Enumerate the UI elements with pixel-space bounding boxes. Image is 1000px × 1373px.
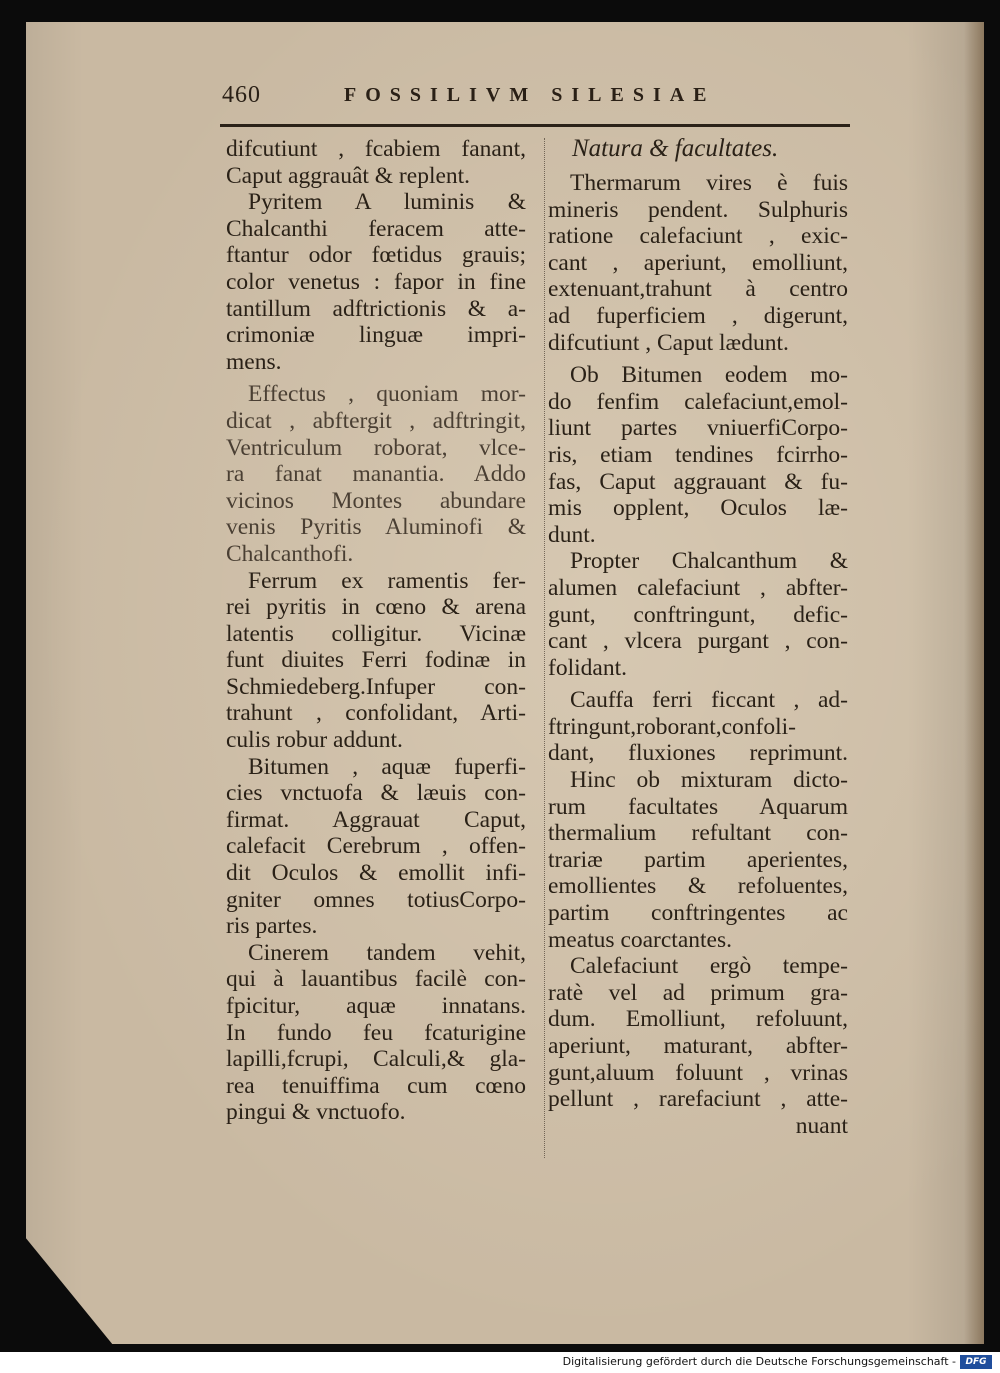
text-line: mis opplent, Oculos læ-	[548, 495, 848, 522]
text-line: Hinc ob mixturam dicto-	[570, 767, 848, 794]
text-line: latentis colligitur. Vicinæ	[226, 620, 526, 647]
text-line: Effectus , quoniam mor-	[248, 381, 526, 408]
text-line: venis Pyritis Aluminofi &	[226, 514, 526, 541]
text-line: dum. Emolliunt, refoluunt,	[548, 1006, 848, 1033]
text-line: rei pyritis in cœno & arena	[226, 594, 526, 621]
text-line: Calefaciunt ergò tempe-	[570, 953, 848, 980]
text-line: dit Oculos & emollit infi-	[226, 860, 526, 887]
page-number: 460	[222, 82, 261, 108]
text-line: Bitumen , aquæ fuperfi-	[248, 753, 526, 780]
text-line: In fundo feu fcaturigine	[226, 1019, 526, 1046]
page-edge-shadow	[964, 22, 984, 1344]
text-line: rea tenuiffima cum cœno	[226, 1072, 526, 1099]
text-line: Thermarum vires è fuis	[570, 170, 848, 196]
text-line: Cauffa ferri ficcant , ad-	[570, 687, 848, 714]
text-line: do fenfim calefaciunt,emol-	[548, 388, 848, 415]
left-column	[226, 136, 526, 1126]
funding-credit: Digitalisierung gefördert durch die Deutsche Forschungsgemeinschaft -	[562, 1355, 956, 1368]
text-line: gniter omnes totiusCorpo-	[226, 886, 526, 913]
text-line: partim conftringentes ac	[548, 900, 848, 927]
text-line: Ferrum ex ramentis fer-	[248, 567, 526, 594]
text-line: Ob Bitumen eodem mo-	[570, 362, 848, 389]
text-line: funt diuites Ferri fodinæ in	[226, 647, 526, 674]
text-line: mineris pendent. Sulphuris	[548, 196, 848, 223]
text-line: culis robur addunt.	[226, 727, 403, 754]
text-line: firmat. Aggrauat Caput,	[226, 806, 526, 833]
text-line: liunt partes vniuerfiCorpo-	[548, 415, 848, 442]
text-line: mens.	[226, 348, 282, 375]
text-line: cant , vlcera purgant , con-	[548, 628, 848, 655]
text-line: extenuant,trahunt à centro	[548, 276, 848, 303]
text-line: Cinerem tandem vehit,	[248, 939, 526, 966]
text-line: folidant.	[548, 654, 627, 681]
text-line: gunt,aluum foluunt , vrinas	[548, 1059, 848, 1086]
text-line: Propter Chalcanthum &	[570, 548, 848, 575]
text-line: pingui & vnctuofo.	[226, 1099, 406, 1126]
text-line: ratione calefaciunt , exic-	[548, 223, 848, 250]
text-line: dunt.	[548, 521, 596, 548]
text-line: emollientes & refoluentes,	[548, 873, 848, 900]
header-rule	[220, 124, 850, 127]
text-line: gunt, conftringunt, defic-	[548, 601, 848, 628]
text-line: Chalcanthofi.	[226, 540, 354, 567]
text-line: ris partes.	[226, 913, 318, 940]
text-line: rum facultates Aquarum	[548, 793, 848, 820]
text-line: dant, fluxiones reprimunt.	[548, 740, 848, 767]
text-line: ftringunt,roborant,confoli-	[548, 713, 796, 740]
text-line: cant , aperiunt, emolliunt,	[548, 249, 848, 276]
text-line: ftantur odor fœtidus grauis;	[226, 242, 526, 269]
text-line: dicat , abftergit , adftringit,	[226, 407, 526, 434]
footer-bar	[0, 1352, 1000, 1373]
text-line: crimoniæ linguæ impri-	[226, 322, 526, 349]
text-line: Ventriculum roborat, vlce-	[226, 434, 526, 461]
text-line: qui à lauantibus facilè con-	[226, 966, 526, 993]
text-line: fas, Caput aggrauant & fu-	[548, 468, 848, 495]
section-heading: Natura & facultates.	[572, 135, 779, 162]
text-line: cies vnctuofa & læuis con-	[226, 780, 526, 807]
text-line: ris, etiam tendines fcirrho-	[548, 441, 848, 468]
text-line: lapilli,fcrupi, Calculi,& gla-	[226, 1046, 526, 1073]
running-title: FOSSILIVM SILESIAE	[344, 84, 716, 106]
text-line: ra fanat manantia. Addo	[226, 461, 526, 488]
text-line: aperiunt, maturant, abfter-	[548, 1033, 848, 1059]
right-column	[548, 136, 848, 1139]
text-line: Chalcanthi feracem atte-	[226, 215, 526, 242]
text-line: meatus coarctantes.	[548, 926, 732, 953]
text-line: difcutiunt , Caput lædunt.	[548, 329, 789, 356]
dfg-logo: DFG	[960, 1355, 992, 1369]
text-line: pellunt , rarefaciunt , atte-	[548, 1086, 848, 1113]
text-line: fpicitur, aquæ innatans.	[226, 993, 526, 1019]
text-line: Pyritem A luminis &	[248, 189, 526, 216]
text-line: Caput aggrauât & replent.	[226, 162, 471, 189]
text-line: vicinos Montes abundare	[226, 487, 526, 514]
text-line: ad fuperficiem , digerunt,	[548, 302, 848, 329]
text-line: trariæ partim aperientes,	[548, 846, 848, 873]
text-line: difcutiunt , fcabiem fanant,	[226, 136, 526, 162]
text-line: ratè vel ad primum gra-	[548, 979, 848, 1006]
text-line: color venetus : fapor in fine	[226, 268, 526, 295]
column-divider	[544, 138, 546, 1158]
text-line: thermalium refultant con-	[548, 820, 848, 847]
text-line: tantillum adftrictionis & a-	[226, 295, 526, 322]
text-line: calefacit Cerebrum , offen-	[226, 833, 526, 860]
text-line: alumen calefaciunt , abfter-	[548, 574, 848, 601]
text-line: trahunt , confolidant, Arti-	[226, 700, 526, 727]
text-line: Schmiedeberg.Infuper con-	[226, 673, 526, 700]
catchword: nuant	[795, 1112, 848, 1139]
